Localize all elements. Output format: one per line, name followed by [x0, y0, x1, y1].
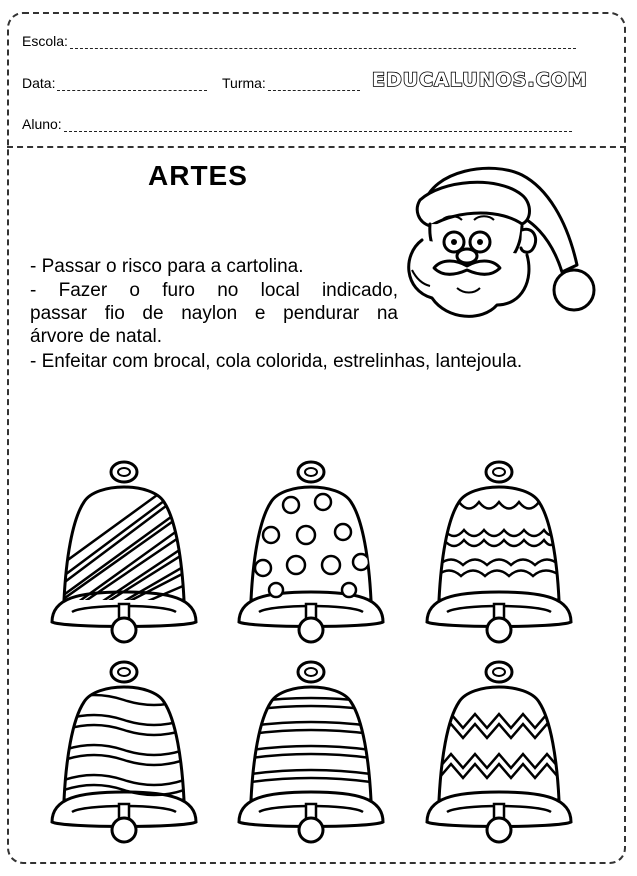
- date-label: Data:: [22, 75, 56, 91]
- bell-horizontal-stripes-icon: [239, 662, 383, 842]
- school-label: Escola:: [22, 33, 68, 49]
- student-label: Aluno:: [22, 116, 62, 132]
- class-label: Turma:: [222, 75, 266, 91]
- bell-scallops-icon: [427, 462, 571, 642]
- page-title: ARTES: [148, 160, 248, 191]
- brand-logo: EDUCALUNOS.COM: [372, 69, 588, 91]
- instruction-3: - Enfeitar com brocal, cola colorida, estrelinhas, lantejoula.: [30, 351, 523, 372]
- instruction-2c: árvore de natal.: [30, 326, 163, 347]
- instruction-1: - Passar o risco para a cartolina.: [30, 256, 304, 277]
- instruction-2b: passar fio de naylon e pendurar na: [30, 303, 398, 324]
- bell-waves-icon: [52, 662, 196, 842]
- bell-stripes-diagonal-icon: [52, 462, 196, 642]
- bell-dots-icon: [239, 462, 383, 642]
- bell-zigzag-icon: [427, 662, 571, 842]
- instruction-2a: - Fazer o furo no local indicado,: [30, 280, 398, 301]
